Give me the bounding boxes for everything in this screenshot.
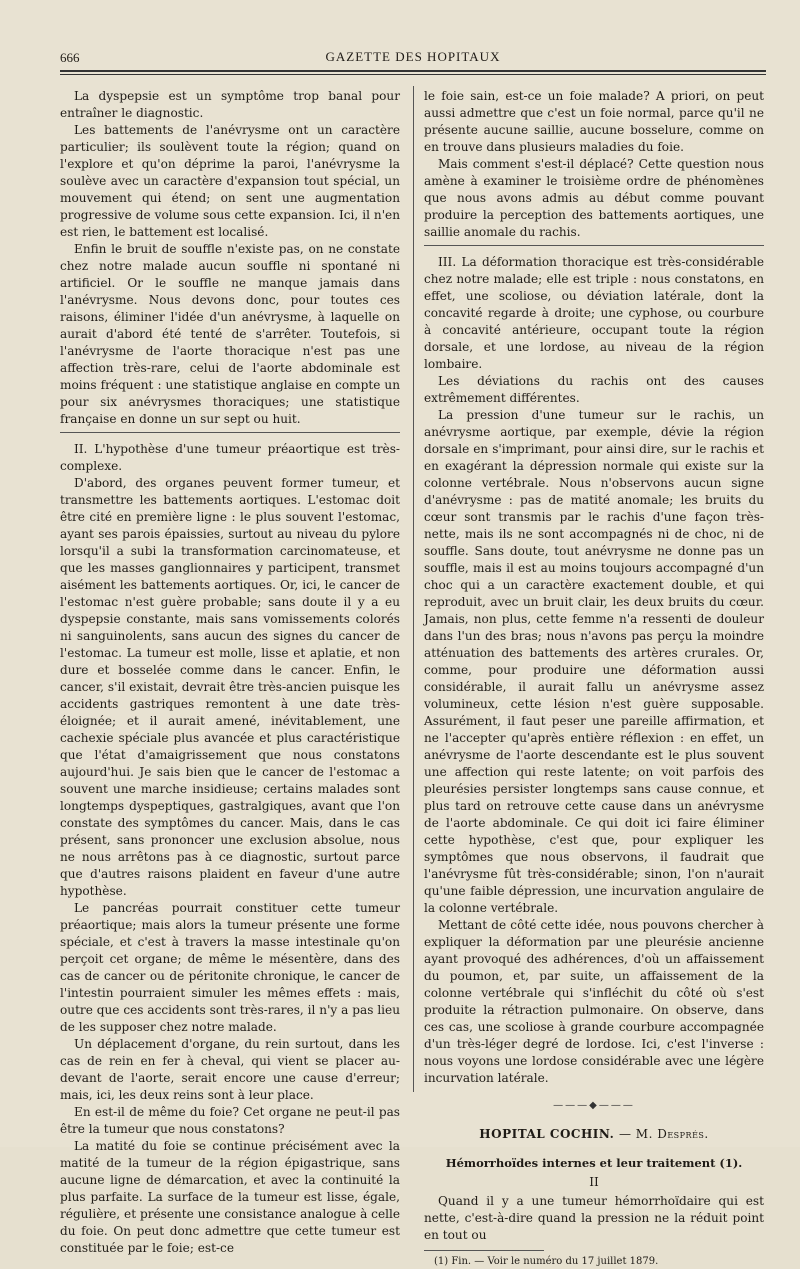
hospital-name: HOPITAL COCHIN. — [479, 1127, 615, 1141]
paragraph: En est-il de même du foie? Cet organe ne peut-il pas être la tumeur que nous constatons? — [60, 1105, 400, 1136]
paragraph: Quand il y a une tumeur hémorrhoïdaire qui est nette, c'est-à-dire quand la pression ne la réduit point en tout ou — [424, 1194, 764, 1242]
paragraph: La dyspepsie est un symptôme trop banal pour entraîner le diagnostic. — [60, 89, 400, 120]
section-rule — [424, 245, 764, 246]
left-column — [60, 88, 400, 1257]
paragraph: le foie sain, est-ce un foie malade? A priori, on peut aussi admettre que c'est un foie normal, parce qu'il ne présente aucune saillie, aucune bosselure, comme on en trouve dans plusieurs maladies du foie. — [424, 89, 764, 154]
paragraph: Les battements de l'anévrysme ont un caractère particulier; ils soulèvent toute la région; quand on l'explore et qu'on déprime la paroi, l'anévrysme la soulève avec un caractère d'expansion tout spécial, un mouvement qui étend; on sent une augmentation progressive de volume sous cette expansion. Ici, il n'en est rien, le battement est localisé. — [60, 123, 400, 239]
column-divider — [413, 86, 414, 1092]
journal-title: GAZETTE DES HOPITAUX — [325, 49, 501, 64]
section-rule — [60, 432, 400, 433]
ornament-divider: ———◆——— — [553, 1100, 635, 1111]
header-rule-thin — [60, 74, 766, 75]
paragraph: Mettant de côté cette idée, nous pouvons chercher à expliquer la déformation par une pleurésie ancienne ayant provoqué des adhérences, d'où un affaissement du poumon, et, par suite, un affaissement de la colonne vertébrale qui s'infléchit du côté où s'est produite la rétraction pulmonaire. On observe, dans ces cas, une scoliose à grande courbure accompagnée d'un très-léger degré de lordose. Ici, c'est l'inverse : nous voyons une lordose considérable avec une légère incurvation latérale. — [424, 918, 764, 1085]
paragraph: Un déplacement d'organe, du rein surtout, dans les cas de rein en fer à cheval, qui vient se placer au-devant de l'aorte, serait encore une cause d'erreur; mais, ici, les deux reins sont à leur place. — [60, 1037, 400, 1102]
paragraph: Mais comment s'est-il déplacé? Cette question nous amène à examiner le troisième ordre de phénomènes que nous avons admis au début comme pouvant produire la perception des battements aortiques, une saillie anomale du rachis. — [424, 157, 764, 239]
section-heading-iii: III. La déformation thoracique est très-considérable chez notre malade; elle est triple : nous constatons, en effet, une scoliose, ou déviation latérale, dont la concavité regarde à droite; une cyphose, ou courbure à concavité antérieure, occupant toute la région dorsale, et une lordose, au niveau de la région lombaire. — [424, 255, 764, 371]
hospital-heading — [424, 1126, 764, 1143]
right-column — [424, 88, 764, 1269]
paragraph: La pression d'une tumeur sur le rachis, un anévrysme aortique, par exemple, dévie la région dorsale en s'imprimant, pour ainsi dire, sur le rachis et en exagérant la dépression normale qui existe sur la colonne vertébrale. Nous n'observons aucun signe d'anévrysme : pas de matité anomale; les bruits du cœur sont transmis par le rachis d'une façon très-nette, mais ils ne sont accompagnés ni de choc, ni de souffle. Sans doute, tout anévrysme ne donne pas un souffle, mais il est au moins toujours accompagné d'un choc qui a un caractère exactement double, et qui reproduit, avec un bruit clair, les deux bruits du cœur. Jamais, non plus, cette femme n'a ressenti de douleur dans l'un des bras; nous n'avons pas perçu la moindre atténuation des battements des artères crurales. Or, comme, pour produire une déformation aussi considérable, il aurait fallu un anévrysme assez volumineux, cette lésion n'est guère supposable. Assurément, il faut peser une pareille affirmation, et ne l'accepter qu'après entière réflexion : en effet, un anévrysme de l'aorte descendante est le plus souvent une affection qui reste latente; on voit parfois des pleurésies persister longtemps sans cause connue, et plus tard on retrouve cette cause dans un anévrysme de l'aorte abdominale. Ce qui doit ici faire éliminer cette hypothèse, c'est que, pour expliquer les symptômes que nous observons, il faudrait que l'anévrysme fût très-considérable; sinon, l'on n'aurait qu'une faible dépression, une incurvation angulaire de la colonne vertébrale. — [424, 408, 764, 915]
doctor-name: — M. Després. — [618, 1127, 709, 1141]
article-title: Hémorrhoïdes internes et leur traitement (1). — [445, 1156, 743, 1170]
part-number: II — [589, 1175, 599, 1189]
header-rule — [60, 70, 766, 72]
section-heading-ii: II. L'hypothèse d'une tumeur préaortique est très-complexe. — [60, 442, 400, 473]
paragraph: La matité du foie se continue précisément avec la matité de la tumeur de la région épigastrique, sans aucune ligne de démarcation, et avec la continuité la plus parfaite. La surface de la tumeur est lisse, égale, régulière, et présente une consistance analogue à celle du foie. On peut donc admettre que cette tumeur est constituée par le foie; est-ce — [60, 1139, 400, 1255]
page-number: 666 — [60, 50, 80, 65]
paragraph: Enfin le bruit de souffle n'existe pas, on ne constate chez notre malade aucun souffle ni spontané ni artificiel. Or le souffle ne manque jamais dans l'anévrysme. Nous devons donc, pour toutes ces raisons, éliminer l'idée d'un anévrysme, à laquelle on aurait d'abord été tenté de s'arrêter. Toutefois, si l'anévrysme de l'aorte thoracique n'est pas une affection très-rare, celui de l'aorte abdominale est moins fréquent : une statistique anglaise en compte un pour six anévrysmes thoraciques; une statistique française en donne un sur sept ou huit. — [60, 242, 400, 426]
page-header — [60, 46, 766, 66]
footnote-rule — [424, 1250, 544, 1251]
paragraph: Les déviations du rachis ont des causes extrêmement différentes. — [424, 374, 764, 405]
paragraph: D'abord, des organes peuvent former tumeur, et transmettre les battements aortiques. L'estomac doit être cité en première ligne : le plus souvent l'estomac, ayant ses parois épaissies, surtout au niveau du pylore lorsqu'il a subi la transformation carcinomateuse, et que les masses ganglionnaires y participent, transmet aisément les battements aortiques. Or, ici, le cancer de l'estomac n'est guère probable; sans doute il y a eu dyspepsie constante, mais sans vomissements colorés ni sanguinolents, sans aucun des signes du cancer de l'estomac. La tumeur est molle, lisse et aplatie, et non dure et bosselée comme dans le cancer. Enfin, le cancer, s'il existait, devrait être très-ancien puisque les accidents gastriques remontent à une date très-éloignée; et il aurait amené, inévitablement, une cachexie spéciale plus avancée et plus caractéristique que l'état d'amaigrissement que nous constatons aujourd'hui. Je sais bien que le cancer de l'estomac a souvent une marche insidieuse; certains malades sont longtemps dyspeptiques, gastralgiques, avant que l'on constate des symptômes du cancer. Mais, dans le cas présent, sans prononcer une exclusion absolue, nous ne nous arrêtons pas à ce diagnostic, surtout parce que d'autres raisons plaident en faveur d'une autre hypothèse. — [60, 476, 400, 898]
footnote: (1) Fin. — Voir le numéro du 17 juillet 1879. — [434, 1256, 659, 1267]
paragraph: Le pancréas pourrait constituer cette tumeur préaortique; mais alors la tumeur présente une forme spéciale, et c'est à travers la masse intestinale qu'on perçoit cet organe; de même le mésentère, dans des cas de cancer ou de péritonite chronique, le cancer de l'intestin pourraient simuler les mêmes effets : mais, outre que ces accidents sont très-rares, il n'y a pas lieu de les supposer chez notre malade. — [60, 901, 400, 1034]
